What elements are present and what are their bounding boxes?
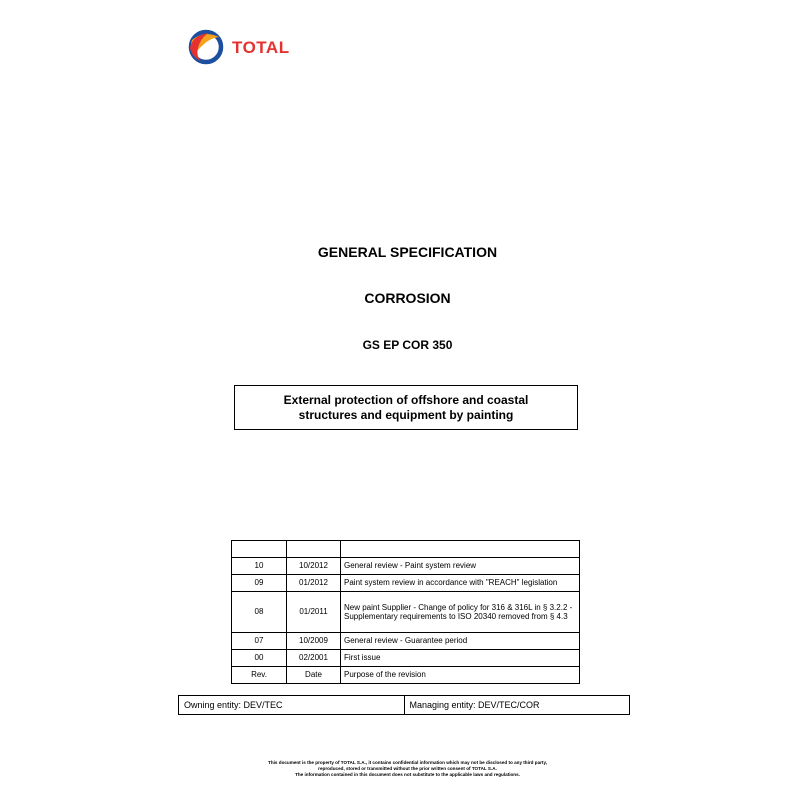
footer-line-1: This document is the property of TOTAL S.A., it contains confidential information which may not be disclosed to any third party, xyxy=(268,760,547,765)
managing-entity: Managing entity: DEV/TEC/COR xyxy=(404,696,630,715)
revision-cell: 09 xyxy=(232,575,287,592)
revision-cell: 07 xyxy=(232,633,287,650)
revision-cell: 08 xyxy=(232,592,287,633)
discipline-title: CORROSION xyxy=(364,290,451,306)
revision-cell: 00 xyxy=(232,650,287,667)
purpose-column-header: Purpose of the revision xyxy=(341,667,580,684)
subject-line-1: External protection of offshore and coastal xyxy=(283,392,529,407)
subject-line-2: structures and equipment by painting xyxy=(298,407,514,422)
confidentiality-footer xyxy=(0,760,800,778)
revision-cell xyxy=(232,541,287,558)
purpose-cell: New paint Supplier - Change of policy for 316 & 316L in § 3.2.2 - Supplementary requirements to ISO 20340 removed from § 4.3 xyxy=(341,592,580,633)
purpose-cell xyxy=(341,541,580,558)
table-row xyxy=(232,592,580,633)
document-code: GS EP COR 350 xyxy=(362,338,453,352)
document-subject-box xyxy=(234,385,578,430)
date-cell: 10/2012 xyxy=(287,558,341,575)
table-row xyxy=(232,558,580,575)
table-row xyxy=(232,633,580,650)
date-cell: 10/2009 xyxy=(287,633,341,650)
date-cell xyxy=(287,541,341,558)
total-logo-icon xyxy=(186,26,226,66)
revision-row-empty xyxy=(232,541,580,558)
table-row xyxy=(232,575,580,592)
date-cell: 02/2001 xyxy=(287,650,341,667)
logo-wordmark: TOTAL xyxy=(232,38,290,57)
date-column-header: Date xyxy=(287,667,341,684)
entity-table xyxy=(178,695,630,715)
date-cell: 01/2012 xyxy=(287,575,341,592)
entity-row xyxy=(179,696,630,715)
footer-line-3: The information contained in this document does not substitute to the applicable laws and regulations. xyxy=(295,772,520,777)
purpose-cell: Paint system review in accordance with "REACH" legislation xyxy=(341,575,580,592)
purpose-cell: General review - Paint system review xyxy=(341,558,580,575)
revision-table xyxy=(231,540,580,684)
rev-column-header: Rev. xyxy=(232,667,287,684)
document-type-title: GENERAL SPECIFICATION xyxy=(317,244,498,260)
company-logo xyxy=(186,26,290,66)
owning-entity: Owning entity: DEV/TEC xyxy=(179,696,405,715)
footer-line-2: reproduced, stored or transmitted without the prior written consent of TOTAL S.A. xyxy=(318,766,497,771)
revision-table-header xyxy=(232,667,580,684)
table-row xyxy=(232,650,580,667)
date-cell: 01/2011 xyxy=(287,592,341,633)
purpose-cell: First issue xyxy=(341,650,580,667)
purpose-cell: General review - Guarantee period xyxy=(341,633,580,650)
revision-cell: 10 xyxy=(232,558,287,575)
